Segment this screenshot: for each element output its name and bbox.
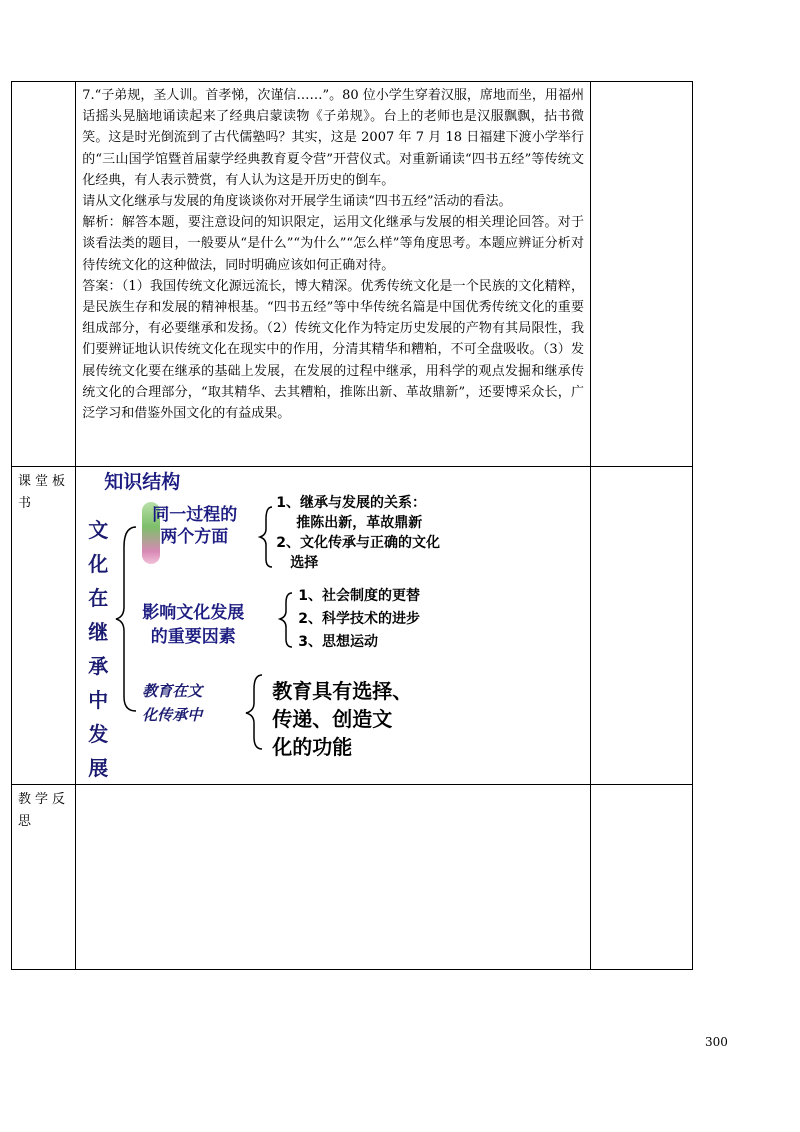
branch1-item1b: 推陈出新，革故鼎新: [296, 515, 423, 531]
branch2-line2: 的重要因素: [150, 627, 236, 647]
branch1-line1: 同一过程的: [152, 505, 238, 525]
board-label: 课堂板书: [12, 467, 76, 785]
question-cell: [76, 82, 591, 467]
branch1-heading: [152, 504, 237, 548]
branch1-item2b: 选择: [290, 555, 319, 571]
reflection-cell: [76, 785, 591, 970]
board-diagram-cell: [76, 467, 591, 785]
branch1-line2: 两个方面: [160, 527, 229, 547]
diagram-vertical-title: 文化在继承中发展: [88, 518, 109, 780]
branch1-item1: 1、继承与发展的关系：: [276, 495, 426, 511]
branch3-item3: 化的功能: [272, 735, 353, 759]
empty-label-cell: [12, 82, 76, 467]
page-number: 300: [705, 1035, 728, 1049]
branch2-line1: 影响文化发展: [142, 603, 245, 623]
branch3-line2: 化传承中: [142, 706, 203, 724]
analysis-text: 解析：解答本题，要注意设问的知识限定，运用文化继承与发展的相关理论回答。对于谈看法类的题目，一般要从“是什么”“为什么”“怎么样”等角度思考。本题应辨证分析对待传统文化的这种做法，同时明确应该如何正确对待。: [82, 215, 584, 273]
empty-side-cell-3: [590, 785, 692, 970]
question-text: 7.“子弟规，圣人训。首孝悌，次谨信……”。80 位小学生穿着汉服，席地而坐，用福州话摇头晃脑地诵读起来了经典启蒙读物《子弟规》。台上的老师也是汉服飘飘，拈书微笑。这是时光倒流到了古代儒塾吗？其实，这是 2007 年 7 月 18 日福建下渡小学举行的“三山国学馆暨首届蒙学经典教育夏令营”开营仪式。对重新诵读“四书五经”等传统文化经典，有人表示赞赏，有人认为这是开历史的倒车。: [82, 88, 584, 188]
branch3-item2: 传递、创造文: [272, 707, 393, 731]
branch3-line1: 教育在文: [142, 682, 203, 700]
branch2-heading: [142, 601, 244, 649]
branch1-item2: 2、文化传承与正确的文化: [276, 535, 440, 551]
empty-side-cell-2: [590, 467, 692, 785]
branch3-items: [272, 677, 412, 761]
diagram-title: 知识结构: [104, 471, 181, 493]
branch2-item3: 3、思想运动: [298, 634, 378, 650]
branch3-item1: 教育具有选择、: [272, 679, 413, 703]
question-prompt: 请从文化继承与发展的角度谈谈你对开展学生诵读“四书五经”活动的看法。: [82, 194, 512, 210]
branch3-heading: [142, 679, 202, 727]
empty-side-cell: [590, 82, 692, 467]
branch1-items: [276, 493, 440, 573]
answer-text: 答案：（1）我国传统文化源远流长，博大精深。优秀传统文化是一个民族的文化精粹，是民族生存和发展的精神根基。“四书五经”等中华传统名篇是中国优秀传统文化的重要组成部分，有必要继承和发扬。（2）传统文化作为特定历史发展的产物有其局限性，我们要辨证地认识传统文化在现实中的作用，分清其精华和糟粕，不可全盘吸收。（3）发展传统文化要在继承的基础上发展，在发展的过程中继承，用科学的观点发掘和继承传统文化的合理部分，“取其精华、去其糟粕，推陈出新、革故鼎新”，还要博采众长，广泛学习和借鉴外国文化的有益成果。: [82, 278, 584, 422]
lesson-table: [11, 81, 693, 970]
branch2-item2: 2、科学技术的进步: [298, 611, 420, 627]
reflection-label: 教学反思: [12, 785, 76, 970]
branch2-items: [298, 585, 420, 654]
branch2-item1: 1、社会制度的更替: [298, 588, 420, 604]
